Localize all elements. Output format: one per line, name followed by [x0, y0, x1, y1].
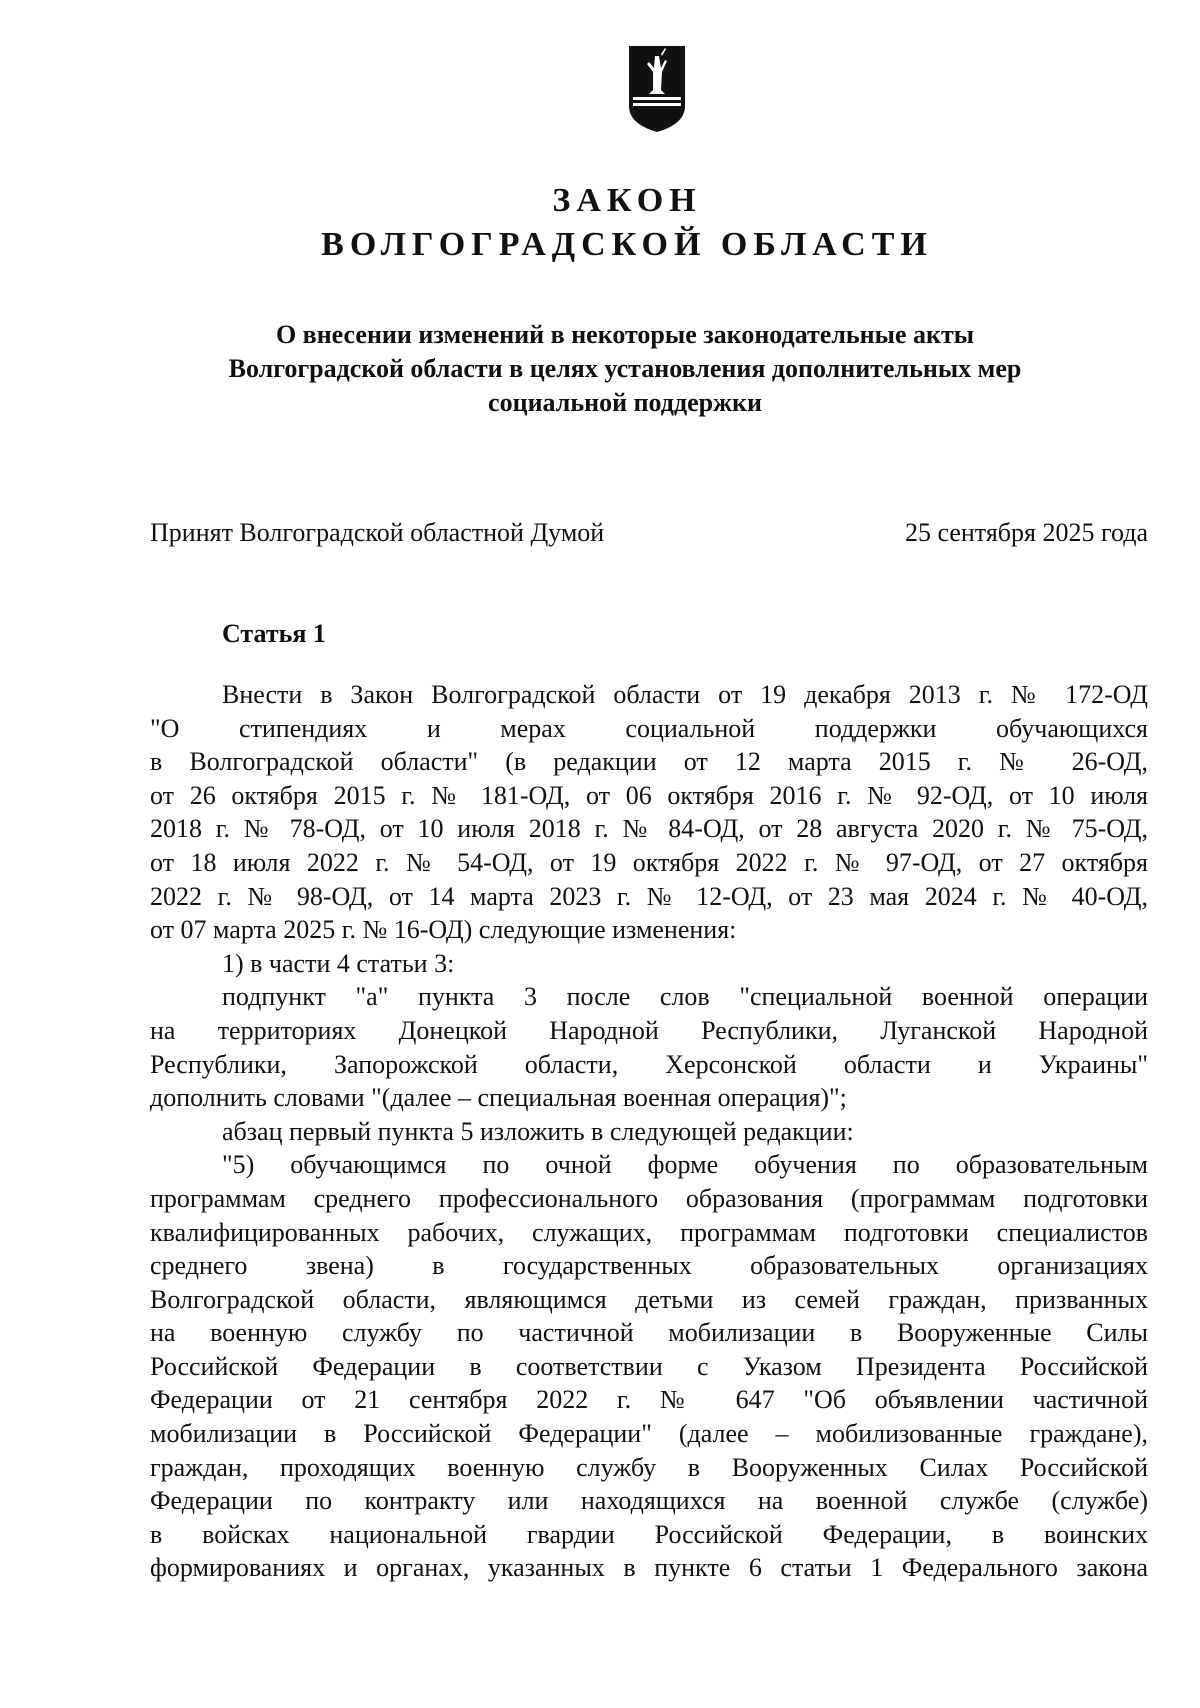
body-line: подпункт "а" пункта 3 после слов "специальной военной операции: [222, 982, 1148, 1012]
body-line: от 18 июля 2022 г. № 54-ОД, от 19 октября 2022 г. № 97-ОД, от 27 октября: [150, 847, 1148, 877]
body-line: дополнить словами "(далее – специальная военная операция)";: [150, 1083, 847, 1113]
law-region-title: ВОЛГОГРАДСКОЙ ОБЛАСТИ: [321, 226, 933, 263]
law-subtitle: [150, 318, 1100, 420]
body-line: абзац первый пункта 5 изложить в следующей редакции:: [222, 1116, 854, 1146]
body-line: 2022 г. № 98-ОД, от 14 марта 2023 г. № 12-ОД, от 23 мая 2024 г. № 40-ОД,: [150, 881, 1148, 911]
body-line: "5) обучающимся по очной форме обучения по образовательным: [222, 1150, 1148, 1180]
body-line: от 07 марта 2025 г. № 16-ОД) следующие изменения:: [150, 915, 737, 945]
body-line: Федерации от 21 сентября 2022 г. № 647 "Об объявлении частичной: [150, 1385, 1148, 1415]
body-line: Российской Федерации в соответствии с Указом Президента Российской: [150, 1351, 1148, 1381]
body-line: на территориях Донецкой Народной Республики, Луганской Народной: [150, 1015, 1148, 1045]
subtitle-line: О внесении изменений в некоторые законодательные акты: [275, 320, 975, 349]
body-line: граждан, проходящих военную службу в Вооруженных Силах Российской: [150, 1452, 1148, 1482]
body-line: среднего звена) в государственных образовательных организациях: [150, 1251, 1148, 1281]
body-line: квалифицированных рабочих, служащих, программам подготовки специалистов: [150, 1217, 1148, 1247]
body-line: программам среднего профессионального образования (программам подготовки: [150, 1183, 1148, 1213]
adopted-by: Принят Волгоградской областной Думой: [150, 518, 605, 547]
volgograd-coat-of-arms-icon: [625, 42, 689, 134]
article-heading: Статья 1: [222, 619, 326, 648]
body-line: "О стипендиях и мерах социальной поддержки обучающихся: [150, 713, 1148, 743]
body-line: 1) в части 4 статьи 3:: [222, 948, 455, 978]
body-line: 2018 г. № 78-ОД, от 10 июля 2018 г. № 84-ОД, от 28 августа 2020 г. № 75-ОД,: [150, 814, 1148, 844]
body-line: в Волгоградской области" (в редакции от 12 марта 2015 г. № 26-ОД,: [150, 747, 1148, 777]
adopted-date: 25 сентября 2025 года: [904, 518, 1148, 547]
body-line: Внести в Закон Волгоградской области от 19 декабря 2013 г. № 172-ОД: [222, 680, 1148, 709]
body-line: мобилизации в Российской Федерации" (далее – мобилизованные граждане),: [150, 1419, 1148, 1449]
body-line: на военную службу по частичной мобилизации в Вооруженные Силы: [150, 1318, 1148, 1348]
body-line: формированиях и органах, указанных в пункте 6 статьи 1 Федерального закона: [150, 1553, 1148, 1583]
article-body: [150, 678, 1148, 1585]
subtitle-line: Волгоградской области в целях установления дополнительных мер: [228, 354, 1022, 383]
body-line: Республики, Запорожской области, Херсонской области и Украины": [150, 1049, 1148, 1079]
body-line: в войсках национальной гвардии Российской Федерации, в воинских: [150, 1519, 1148, 1549]
subtitle-line: социальной поддержки: [488, 388, 762, 417]
body-line: Волгоградской области, являющимся детьми из семей граждан, призванных: [150, 1284, 1148, 1314]
law-title: ЗАКОН: [552, 182, 702, 219]
body-line: от 26 октября 2015 г. № 181-ОД, от 06 октября 2016 г. № 92-ОД, от 10 июля: [150, 780, 1148, 810]
body-line: Федерации по контракту или находящихся на военной службе (службе): [150, 1486, 1148, 1516]
